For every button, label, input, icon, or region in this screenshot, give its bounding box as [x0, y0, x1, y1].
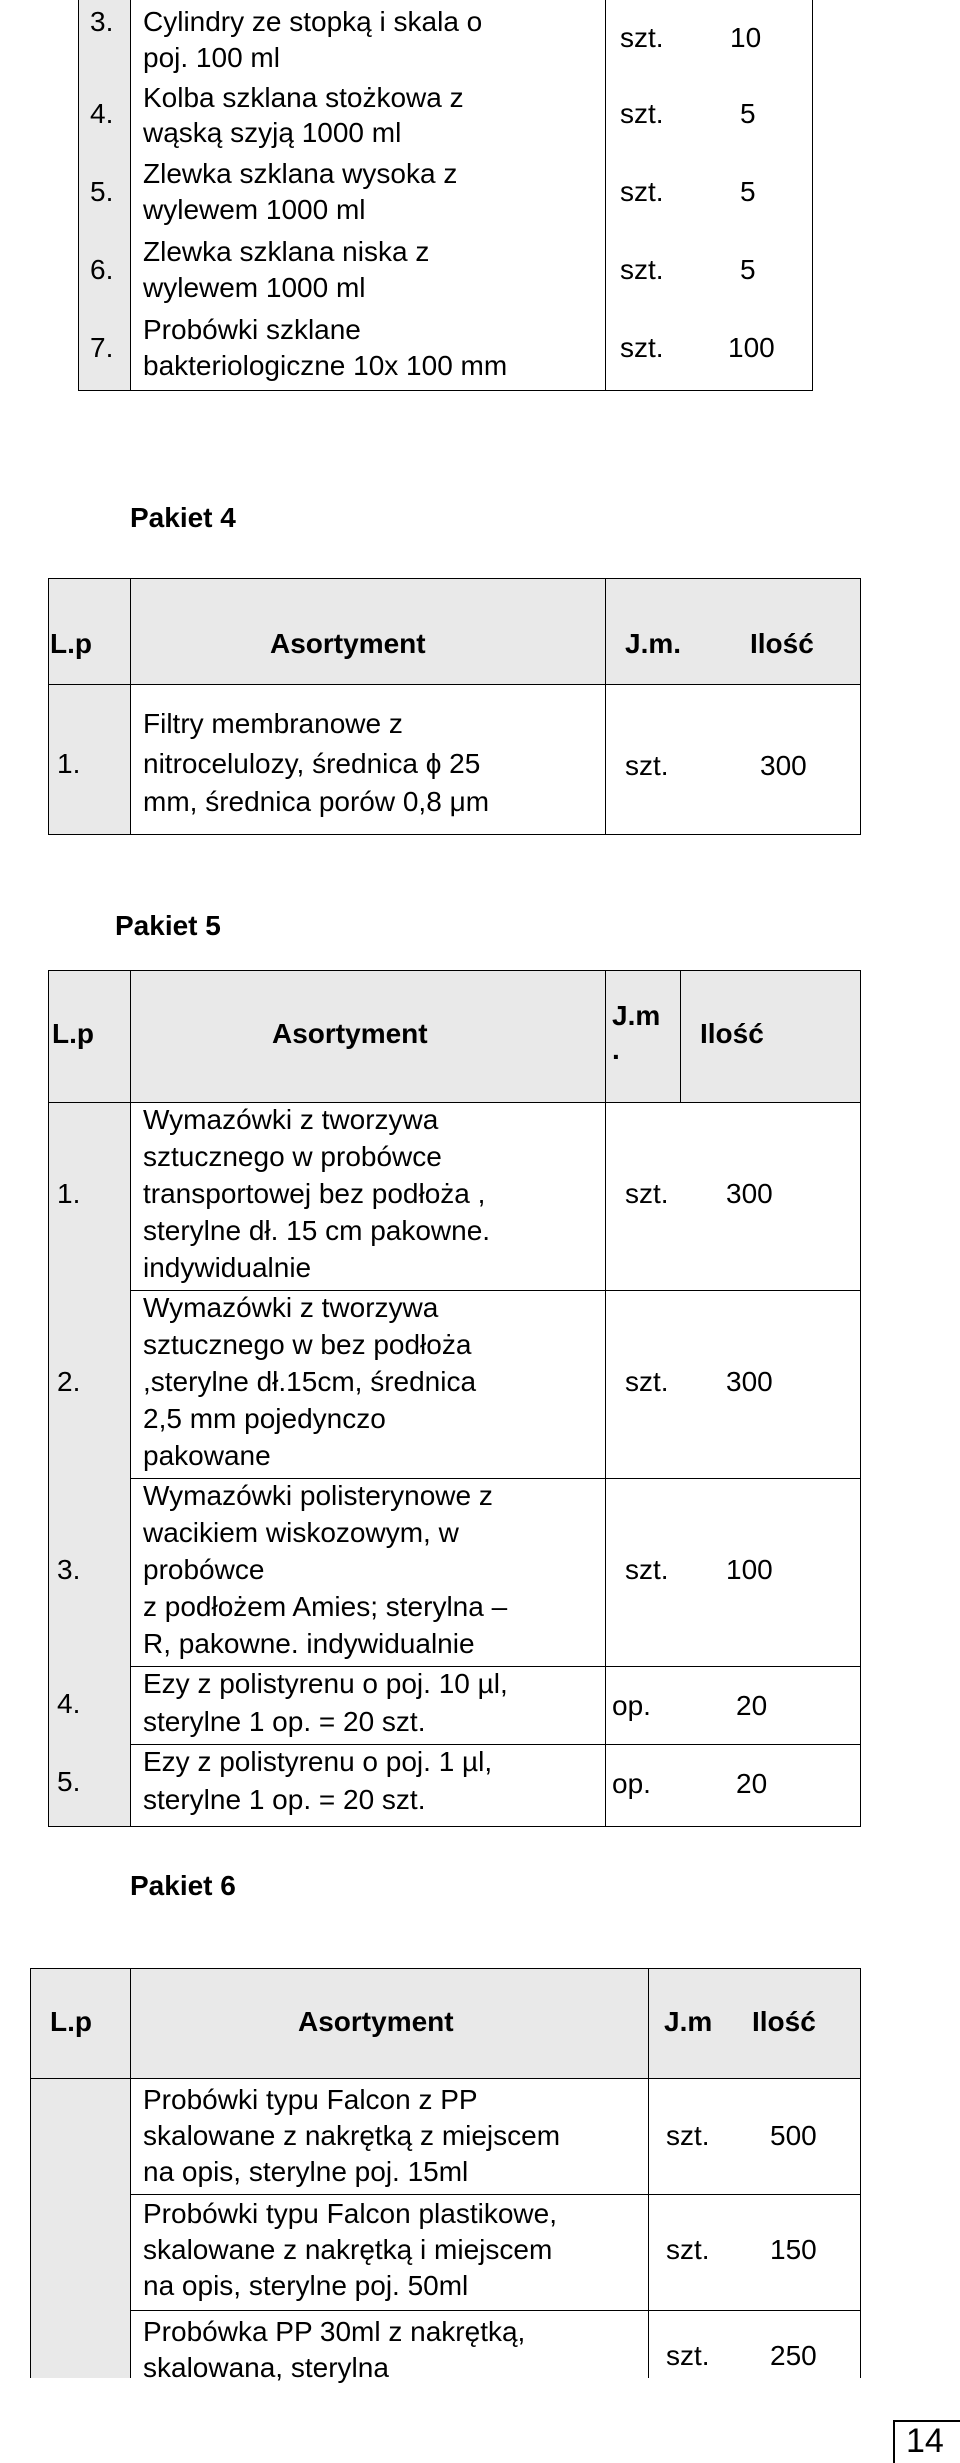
table-row-unit: szt.: [666, 2234, 710, 2265]
table-row-name-line: Filtry membranowe z: [143, 708, 403, 739]
table-row-name-line: wylewem 1000 ml: [143, 272, 366, 303]
table-row-name-line: Probówki typu Falcon z PP: [143, 2084, 478, 2115]
table-row-name-line: Zlewka szklana niska z: [143, 236, 430, 267]
table-row-name-line: sterylne dł. 15 cm pakowne.: [143, 1215, 491, 1246]
table-row-name-line: bakteriologiczne 10x 100 mm: [143, 350, 508, 381]
table-row-name-line: sztucznego w probówce: [143, 1141, 442, 1172]
table-row-qty: 300: [760, 750, 807, 781]
table-row-unit: szt.: [625, 1366, 669, 1397]
table-row-name-line: wylewem 1000 ml: [143, 194, 366, 225]
table-row-qty: 20: [736, 1690, 768, 1721]
table-row-name-line: na opis, sterylne poj. 50ml: [143, 2270, 469, 2301]
table-row-qty: 5: [740, 254, 756, 285]
table-row-name-line: Zlewka szklana wysoka z: [143, 158, 458, 189]
table-row-unit: op.: [612, 1768, 651, 1799]
table-row-name-line: skalowana, sterylna: [143, 2352, 389, 2383]
table-row-name-line: skalowane z nakrętką i miejscem: [143, 2234, 553, 2265]
table-row-name-line: Cylindry ze stopką i skala o: [143, 6, 483, 37]
table-row-qty: 20: [736, 1768, 768, 1799]
table-row-name-line: sztucznego w bez podłoża: [143, 1329, 472, 1360]
table-row-name-line: sterylne 1 op. = 20 szt.: [143, 1706, 426, 1737]
table-row-name-line: sterylne 1 op. = 20 szt.: [143, 1784, 426, 1815]
header-asortyment: Asortyment: [298, 2006, 454, 2037]
table-row-name-line: mm, średnica porów 0,8 μm: [143, 786, 490, 817]
table-row-unit: szt.: [620, 332, 664, 363]
table-row-lp: 7.: [90, 332, 114, 363]
header-asortyment: Asortyment: [270, 628, 426, 659]
table-row-lp: 6.: [90, 254, 114, 285]
pakiet-6-title: Pakiet 6: [130, 1870, 236, 1901]
table-row-qty: 10: [730, 22, 762, 53]
header-ilosc: Ilość: [750, 628, 814, 659]
table-row-name-line: z podłożem Amies; sterylna –: [143, 1591, 508, 1622]
table-row-lp: 5.: [90, 176, 114, 207]
table-row-name-line: skalowane z nakrętką z miejscem: [143, 2120, 561, 2151]
table-row-unit: szt.: [666, 2340, 710, 2371]
table-row-unit: szt.: [620, 176, 664, 207]
table-row-lp: 3.: [90, 6, 114, 37]
header-lp: L.p: [50, 628, 92, 659]
table-row-lp: 3.: [57, 1554, 81, 1585]
table-row-name-line: Probówka PP 30ml z nakrętką,: [143, 2316, 526, 2347]
table-row-unit: szt.: [620, 22, 664, 53]
table-row-qty: 150: [770, 2234, 817, 2265]
table-row-name-line: poj. 100 ml: [143, 42, 280, 73]
table-row-qty: 100: [726, 1554, 773, 1585]
table-row-name-line: Wymazówki z tworzywa: [143, 1104, 439, 1135]
table-row-unit: szt.: [625, 750, 669, 781]
table-row-name-line: probówce: [143, 1554, 265, 1585]
table-row-qty: 300: [726, 1178, 773, 1209]
table-row-name-line: Wymazówki polisterynowe z: [143, 1480, 493, 1511]
table-row-qty: 100: [728, 332, 775, 363]
header-jm: J.m: [612, 1000, 661, 1031]
table-row-name-line: Ezy z polistyrenu o poj. 1 µl,: [143, 1746, 493, 1777]
table-row-unit: szt.: [625, 1178, 669, 1209]
page-number: 14: [906, 2422, 944, 2460]
table-row-name-line: indywidualnie: [143, 1252, 312, 1283]
table-row-name-line: na opis, sterylne poj. 15ml: [143, 2156, 469, 2187]
table-row-name-line: nitrocelulozy, średnica ϕ 25: [143, 748, 481, 779]
header-ilosc: Ilość: [752, 2006, 816, 2037]
table-row-name-line: wacikiem wiskozowym, w: [143, 1517, 459, 1548]
table-row-name-line: transportowej bez podłoża ,: [143, 1178, 486, 1209]
table-row-lp: 4.: [57, 1688, 81, 1719]
pakiet-4-title: Pakiet 4: [130, 502, 236, 533]
table-row-name-line: 2,5 mm pojedynczo: [143, 1403, 386, 1434]
table-row-lp: 1.: [57, 748, 81, 779]
table-row-name-line: R, pakowne. indywidualnie: [143, 1628, 475, 1659]
table-row-qty: 250: [770, 2340, 817, 2371]
table-row-unit: szt.: [666, 2120, 710, 2151]
header-lp: L.p: [52, 1018, 94, 1049]
header-lp: L.p: [50, 2006, 92, 2037]
header-jm: J.m: [664, 2006, 713, 2037]
pakiet-5-title: Pakiet 5: [115, 910, 221, 941]
header-jm: J.m.: [625, 628, 682, 659]
table-row-name-line: pakowane: [143, 1440, 271, 1471]
table-row-unit: op.: [612, 1690, 651, 1721]
table-row-qty: 5: [740, 98, 756, 129]
table-row-unit: szt.: [625, 1554, 669, 1585]
table-row-qty: 300: [726, 1366, 773, 1397]
header-asortyment: Asortyment: [272, 1018, 428, 1049]
header-jm-dot: .: [612, 1034, 620, 1065]
table-row-lp: 5.: [57, 1766, 81, 1797]
table-row-lp: 4.: [90, 98, 114, 129]
table-row-name-line: Wymazówki z tworzywa: [143, 1292, 439, 1323]
table-row-name-line: Probówki typu Falcon plastikowe,: [143, 2198, 557, 2229]
table-row-unit: szt.: [620, 98, 664, 129]
table-row-name-line: Probówki szklane: [143, 314, 361, 345]
table-row-lp: 2.: [57, 1366, 81, 1397]
table-row-name-line: Kolba szklana stożkowa z: [143, 82, 464, 113]
table-row-lp: 1.: [57, 1178, 81, 1209]
table-row-name-line: ,sterylne dł.15cm, średnica: [143, 1366, 477, 1397]
table-row-qty: 5: [740, 176, 756, 207]
header-ilosc: Ilość: [700, 1018, 764, 1049]
table-row-qty: 500: [770, 2120, 817, 2151]
table-row-unit: szt.: [620, 254, 664, 285]
table-row-name-line: Ezy z polistyrenu o poj. 10 µl,: [143, 1668, 508, 1699]
table-row-name-line: wąską szyją 1000 ml: [143, 117, 402, 148]
